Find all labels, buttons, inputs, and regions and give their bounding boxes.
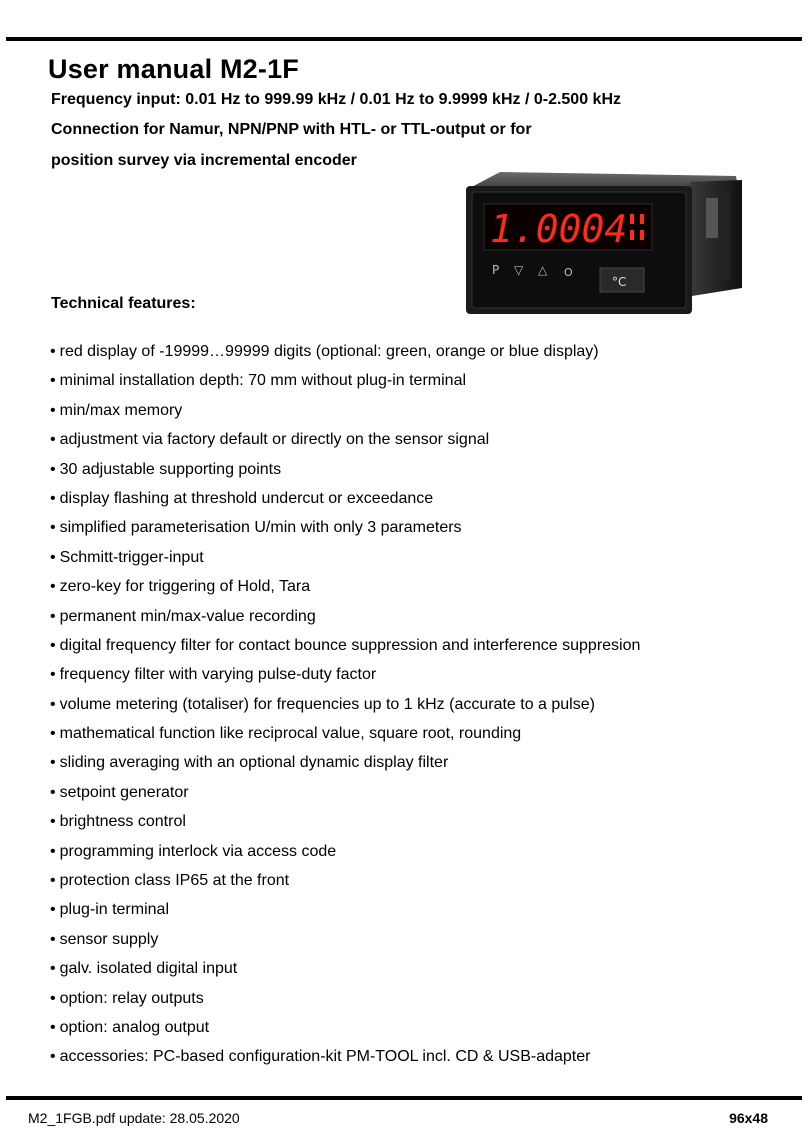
feature-item: • digital frequency filter for contact bounce suppression and interference suppresion <box>50 631 640 660</box>
button-p: P <box>492 263 500 277</box>
page-title: User manual M2-1F <box>48 54 299 84</box>
feature-item: • mathematical function like reciprocal value, square root, rounding <box>50 719 640 748</box>
feature-item: • red display of -19999…99999 digits (optional: green, orange or blue display) <box>50 337 640 366</box>
bottom-rule <box>6 1096 802 1100</box>
subtitle-line-1: Frequency input: 0.01 Hz to 999.99 kHz / 0.01 Hz to 9.9999 kHz / 0-2.500 kHz <box>51 91 621 108</box>
feature-item: • plug-in terminal <box>50 895 640 924</box>
feature-item: • sliding averaging with an optional dynamic display filter <box>50 748 640 777</box>
top-rule <box>6 37 802 41</box>
feature-item: • 30 adjustable supporting points <box>50 455 640 484</box>
feature-item: • option: relay outputs <box>50 984 640 1013</box>
unit-label: °C <box>612 275 627 289</box>
device-photo <box>460 168 742 318</box>
feature-item: • display flashing at threshold undercut or exceedance <box>50 484 640 513</box>
feature-item: • option: analog output <box>50 1013 640 1042</box>
feature-item: • volume metering (totaliser) for frequencies up to 1 kHz (accurate to a pulse) <box>50 690 640 719</box>
button-zero: O <box>564 266 573 279</box>
feature-item: • simplified parameterisation U/min with only 3 parameters <box>50 513 640 542</box>
feature-item: • galv. isolated digital input <box>50 954 640 983</box>
feature-item: • Schmitt-trigger-input <box>50 543 640 572</box>
footer-size: 96x48 <box>729 1110 768 1126</box>
footer-file-info: M2_1FGB.pdf update: 28.05.2020 <box>28 1110 240 1126</box>
button-down: ▽ <box>514 263 524 277</box>
feature-item: • programming interlock via access code <box>50 837 640 866</box>
feature-item: • frequency filter with varying pulse-duty factor <box>50 660 640 689</box>
subtitle-line-3: position survey via incremental encoder <box>51 152 357 169</box>
feature-item: • brightness control <box>50 807 640 836</box>
feature-item: • zero-key for triggering of Hold, Tara <box>50 572 640 601</box>
feature-item: • minimal installation depth: 70 mm without plug-in terminal <box>50 366 640 395</box>
feature-item: • permanent min/max-value recording <box>50 602 640 631</box>
button-up: △ <box>538 263 548 277</box>
feature-list <box>50 337 640 1072</box>
feature-item: • min/max memory <box>50 396 640 425</box>
feature-item: • adjustment via factory default or directly on the sensor signal <box>50 425 640 454</box>
feature-item: • setpoint generator <box>50 778 640 807</box>
subtitle-line-2: Connection for Namur, NPN/PNP with HTL- or TTL-output or for <box>51 121 532 138</box>
feature-item: • accessories: PC-based configuration-kit PM-TOOL incl. CD & USB-adapter <box>50 1042 640 1071</box>
display-readout: 1.0004 <box>490 207 628 251</box>
technical-features-heading: Technical features: <box>51 295 196 312</box>
feature-item: • protection class IP65 at the front <box>50 866 640 895</box>
feature-item: • sensor supply <box>50 925 640 954</box>
